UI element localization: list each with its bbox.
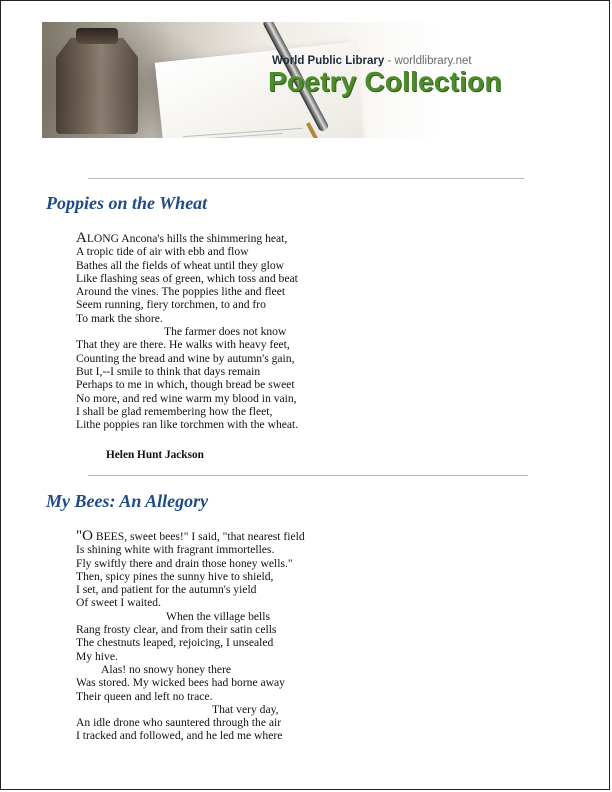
poem-title: Poppies on the Wheat <box>46 193 208 213</box>
poem-line: To mark the shore. <box>76 311 163 325</box>
divider <box>88 178 524 179</box>
inkwell-cap-image <box>76 28 118 44</box>
poem-line: Is shining white with fragrant immortelles. <box>76 543 275 557</box>
poem-line: Bathes all the fields of wheat until they glow <box>76 258 284 272</box>
poem-line: The farmer does not know <box>164 325 287 339</box>
poem-author: Helen Hunt Jackson <box>106 449 204 461</box>
poem-line: The chestnuts leaped, rejoicing, I unsealed <box>76 636 274 650</box>
poem-line: Perhaps to me in which, though bread be sweet <box>76 378 295 392</box>
poem-line: Rang frosty clear, and from their satin cells <box>76 623 277 637</box>
header-banner <box>42 22 512 138</box>
poem-line: But I,--I smile to think that days remain <box>76 364 261 378</box>
poem-body <box>76 530 305 743</box>
poem-line: Like flashing seas of green, which toss and beat <box>76 271 298 285</box>
poem-line: My hive. <box>76 649 118 663</box>
site-url: worldlibrary.net <box>394 55 472 67</box>
poem-line: I shall be glad remembering how the fleet, <box>76 404 273 418</box>
drop-cap: A <box>76 230 87 246</box>
collection-title: Poetry Collection <box>268 66 502 97</box>
poem-line: An idle drone who sauntered through the air <box>76 716 282 730</box>
poem-line: I set, and patient for the autumn's yield <box>76 583 257 597</box>
poem-line: Their queen and left no trace. <box>76 689 213 703</box>
poem-line: That they are there. He walks with heavy feet, <box>76 338 290 352</box>
poem-line: Then, spicy pines the sunny hive to shield, <box>76 569 274 583</box>
drop-cap: "O <box>76 528 93 544</box>
site-name: World Public Library - worldlibrary.net <box>272 55 472 67</box>
poem-title: My Bees: An Allegory <box>46 491 209 511</box>
poem-line: Fly swiftly there and drain those honey wells." <box>76 556 293 570</box>
poem-line: Around the vines. The poppies lithe and fleet <box>76 285 286 299</box>
divider <box>88 475 528 476</box>
poem-line: ALONG Ancona's hills the shimmering heat, <box>76 230 288 246</box>
poem-line: No more, and red wine warm my blood in vain, <box>76 391 297 405</box>
inkwell-image <box>56 38 138 134</box>
poem-body <box>76 232 298 431</box>
poem-line: Was stored. My wicked bees had borne away <box>76 676 285 690</box>
poem-line: A tropic tide of air with ebb and flow <box>76 245 249 259</box>
poem-line: Seem running, fiery torchmen, to and fro <box>76 298 266 312</box>
poem-line: Counting the bread and wine by autumn's gain, <box>76 351 295 365</box>
poem-line: I tracked and followed, and he led me where <box>76 729 283 743</box>
poem-line: Of sweet I waited. <box>76 596 161 610</box>
poem-line: "O BEES, sweet bees!" I said, "that nearest field <box>76 528 305 544</box>
poem-line: Alas! no snowy honey there <box>101 662 232 676</box>
poem-line: Lithe poppies ran like torchmen with the wheat. <box>76 418 299 432</box>
poem-line: When the village bells <box>166 609 270 623</box>
poem-line: That very day, <box>212 702 279 716</box>
